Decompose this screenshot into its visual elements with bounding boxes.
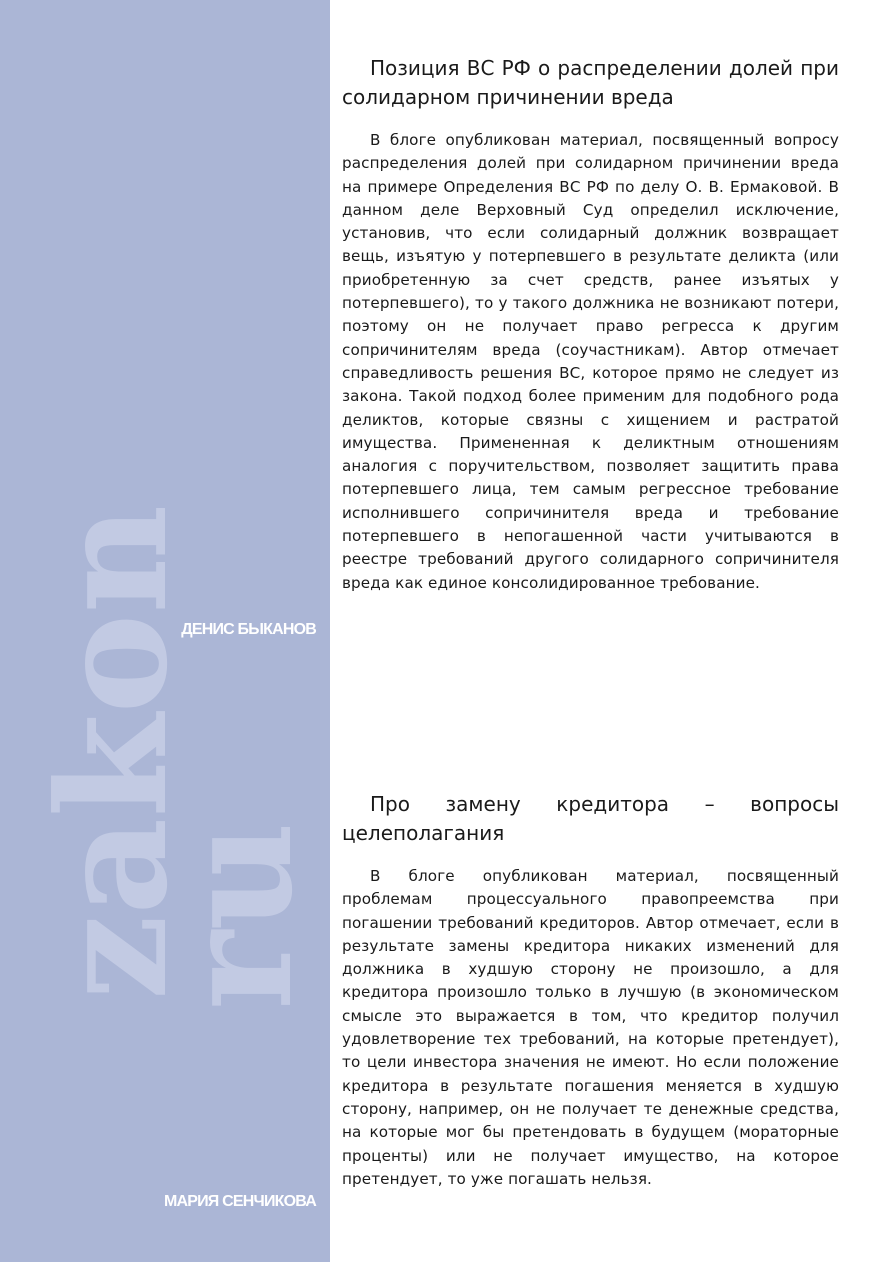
watermark-line1: zakon bbox=[25, 504, 201, 1000]
article-body: В блоге опубликован материал, посвященный вопросу распределения долей при солидарном причинении вреда на примере Определения ВС РФ по делу О. В. Ермаковой. В данном деле Верховный Суд определил исключение, установив, что если солидарный должник возвращает вещь, изъятую у потерпевшего в результате деликта (или приобретенную за счет средств, ранее изъятых у потерпевшего), то у такого должника не возникают потери, поэтому он не получает право регресса к другим сопричинителям вреда (соучастникам). Автор отмечает справедливость решения ВС, которое прямо не следует из закона. Такой подход более применим для подобного рода деликтов, которые связны с хищением и растратой имущества. Примененная к деликтным отношениям аналогия с поручительством, позволяет защитить права потерпевшего лица, тем самым регрессное требование исполнившего сопричинителя вреда и требование потерпевшего в непогашенной части учитываются в реестре требований другого солидарного сопричинителя вреда как единое консолидированное требование. bbox=[342, 131, 839, 592]
article-title: Позиция ВС РФ о распределении долей при солидарном причинении вреда bbox=[342, 56, 839, 109]
watermark-line2: ru bbox=[150, 821, 326, 1010]
article-title: Про замену кредитора – вопросы целеполагания bbox=[342, 792, 839, 845]
sidebar bbox=[0, 0, 330, 1262]
author-name: МАРИЯ СЕНЧИКОВА bbox=[163, 1193, 316, 1210]
article bbox=[342, 790, 839, 1191]
author-name: ДЕНИС БЫКАНОВ bbox=[181, 621, 316, 638]
article bbox=[342, 54, 839, 595]
article-body: В блоге опубликован материал, посвященный проблемам процессуального правопреемства при погашении требований кредиторов. Автор отмечает, если в результате замены кредитора никаких изменений для должника в худшую сторону не произошло, а для кредитора произошло только в лучшую (в экономическом смысле это выражается в том, что кредитор получил удовлетворение тех требований, на которые претендует), то цели инвестора значения не имеют. Но если положение кредитора в результате погашения меняется в худшую сторону, например, он не получает те денежные средства, на которые мог бы претендовать в будущем (мораторные проценты) или не получает имущество, на которое претендует, то уже погашать нельзя. bbox=[342, 867, 839, 1188]
